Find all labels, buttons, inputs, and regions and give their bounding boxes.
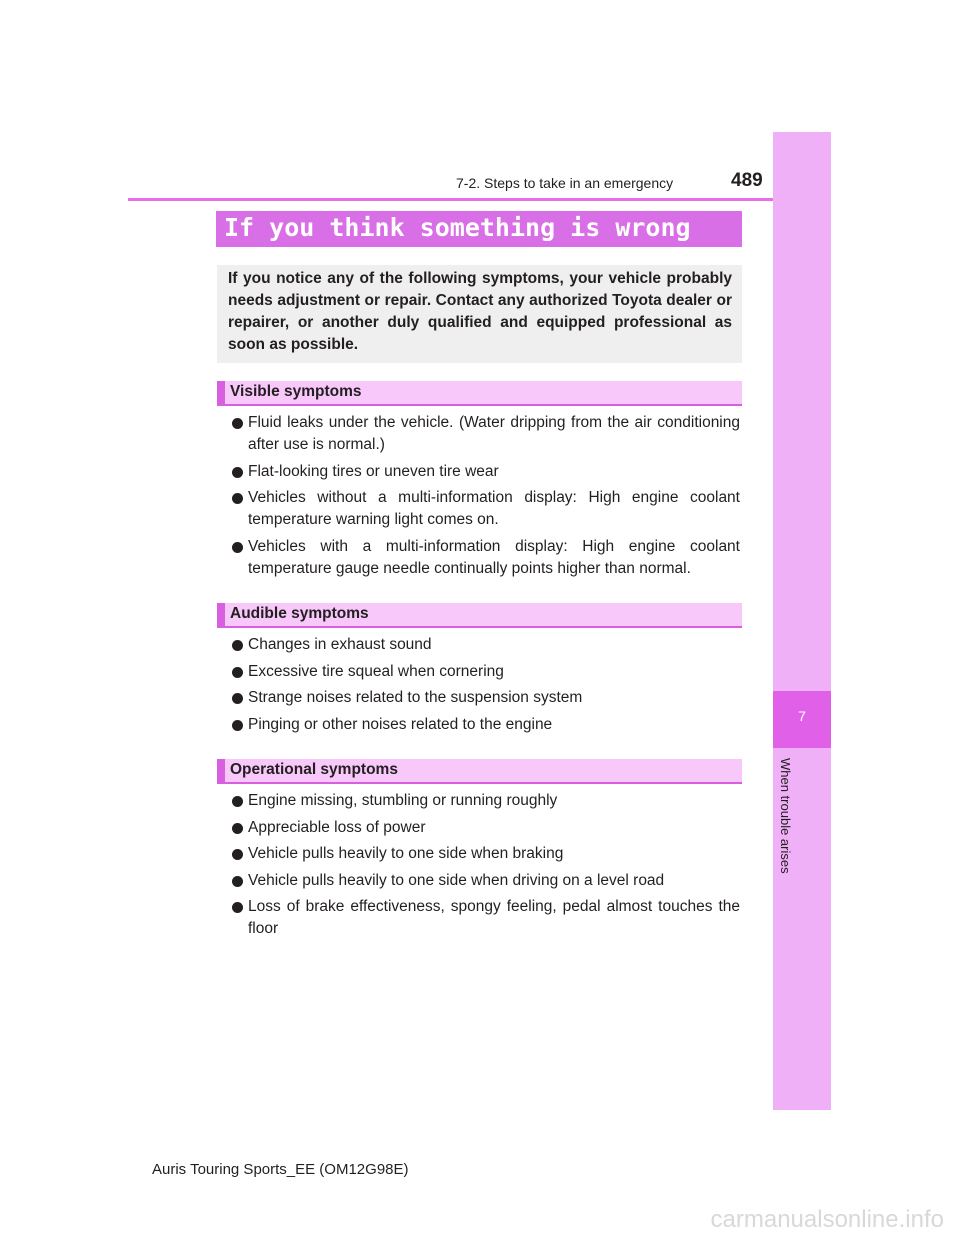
section-heading-label: Operational symptoms xyxy=(230,761,398,778)
intro-text: If you notice any of the following symptoms, your vehicle probably needs adjustment or repair. Contact any authorized Toyota dealer or repairer, or another duly qualified and equipped professional as soon as possible. xyxy=(228,270,732,353)
list-item: Vehicles without a multi-information display: High engine coolant temperature warning light comes on. xyxy=(232,487,740,531)
list-item: Strange noises related to the suspension system xyxy=(232,687,740,709)
list-item: Flat-looking tires or uneven tire wear xyxy=(232,461,740,483)
header-section: 7-2. Steps to take in an emergency xyxy=(456,175,674,191)
list-item: Engine missing, stumbling or running roughly xyxy=(232,790,740,812)
footer-manual-id: Auris Touring Sports_EE (OM12G98E) xyxy=(152,1161,409,1178)
list-item: Appreciable loss of power xyxy=(232,817,740,839)
side-chapter-title: When trouble arises xyxy=(778,758,793,874)
list-item: Loss of brake effectiveness, spongy feeling, pedal almost touches the floor xyxy=(232,896,740,940)
section-heading-operational xyxy=(217,759,742,784)
visible-symptoms-list xyxy=(232,412,740,584)
page-number: 489 xyxy=(731,170,763,191)
side-tab xyxy=(773,132,831,1110)
section-heading-label: Visible symptoms xyxy=(230,383,362,400)
operational-symptoms-list xyxy=(232,790,740,945)
list-item: Changes in exhaust sound xyxy=(232,634,740,656)
watermark: carmanualsonline.info xyxy=(710,1206,944,1233)
list-item: Vehicle pulls heavily to one side when driving on a level road xyxy=(232,870,740,892)
audible-symptoms-list xyxy=(232,634,740,740)
section-heading-visible xyxy=(217,381,742,406)
list-item: Vehicles with a multi-information display: High engine coolant temperature gauge needle continually points higher than normal. xyxy=(232,536,740,580)
list-item: Fluid leaks under the vehicle. (Water dripping from the air conditioning after use is normal.) xyxy=(232,412,740,456)
page-title: If you think something is wrong xyxy=(224,213,691,242)
list-item: Excessive tire squeal when cornering xyxy=(232,661,740,683)
list-item: Pinging or other noises related to the engine xyxy=(232,714,740,736)
side-chapter-number: 7 xyxy=(798,708,806,724)
header-rule xyxy=(128,198,831,201)
section-heading-label: Audible symptoms xyxy=(230,605,369,622)
section-heading-audible xyxy=(217,603,742,628)
list-item: Vehicle pulls heavily to one side when braking xyxy=(232,843,740,865)
